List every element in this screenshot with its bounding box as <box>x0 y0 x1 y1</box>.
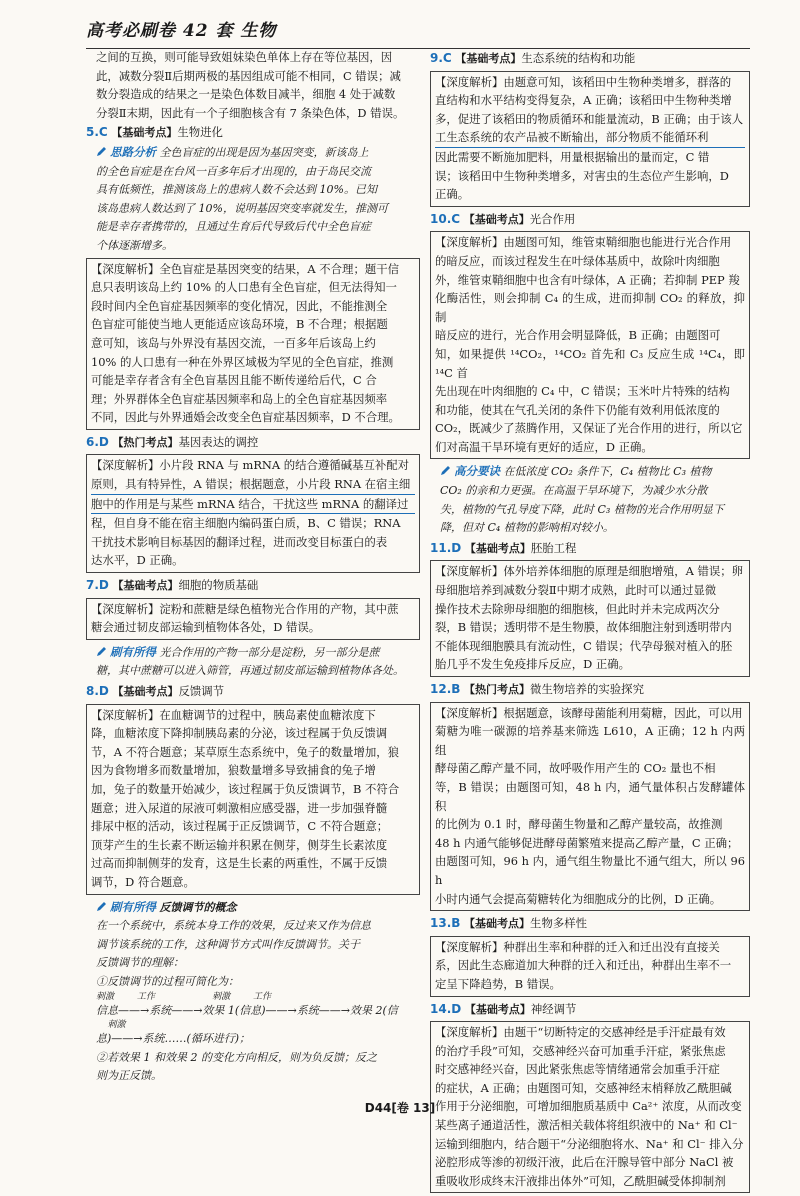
text-line: 母细胞培养到减数分裂Ⅱ中期才成熟，此时可以通过显微 <box>435 583 717 598</box>
answer-letter: D <box>98 578 109 593</box>
text-line: 节，A 不符合题意；某草原生态系统中，兔子的数量增加，狼 <box>91 744 400 759</box>
text-line: 某些离子通道活性，激活相关载体将组织液中的 Na⁺ 和 Cl⁻ <box>435 1118 738 1133</box>
question-5-header <box>86 123 420 143</box>
text-line: 的比例为 0.1 时，酵母菌生物量和乙醇产量较高，故推测 <box>435 817 723 832</box>
answer-letter: C <box>442 51 452 65</box>
text-line: 的症状，A 正确；由题图可知，交感神经末梢释放乙酰胆碱 <box>435 1080 732 1095</box>
answer-letter: C <box>451 211 461 226</box>
text-line: 在低浓度 CO₂ 条件下，C₄ 植物比 C₃ 植物 <box>503 465 712 479</box>
topic: 细胞的物质基础 <box>178 578 259 593</box>
text-line: 多，促进了该稻田的物质循环和能量流动，B 正确；由于该人 <box>435 111 744 126</box>
question-14-header <box>430 1000 750 1020</box>
tag-label: 【基础考点】 <box>112 579 179 593</box>
text-line: ②若效果 1 和效果 2 的变化方向相反，则为负反馈；反之 <box>96 1050 377 1064</box>
text-line: 不同，因此与外界通婚会改变全色盲症基因频率，D 不合理。 <box>91 410 400 425</box>
topic: 生物进化 <box>177 125 223 140</box>
text-line: 重吸收形成终末汗液排出体外”可知，乙酰胆碱受体抑制剂 <box>435 1173 726 1188</box>
question-number: 14. <box>430 1001 452 1016</box>
text-line: 加，兔子的数量开始减少，该过程属于负反馈调节，B 不符合 <box>91 781 400 796</box>
answer-letter: D <box>451 1001 462 1016</box>
text-line: 不能体现细胞膜具有流动性，C 错误；代孕母猴对植入的胚 <box>435 638 733 653</box>
text-line: 原则，具有特异性，A 错误；根据题意，小片段 RNA 在宿主细 <box>91 475 415 495</box>
text-line: 等，B 错误；由题图可知，48 h 内，通气量体积占发酵罐体积 <box>435 779 745 813</box>
text-line: 的暗反应，而该过程发生在叶绿体基质中，故除叶肉细胞 <box>435 253 720 268</box>
analysis-box <box>430 71 750 207</box>
question-11-header <box>430 539 750 559</box>
text-line: 过高而抑制侧芽的发育，这是生长素的两重性，不属于反馈 <box>91 856 388 871</box>
tag-label: 【热门考点】 <box>112 435 179 449</box>
text-line: 失，植物的气孔导度下降，此时 C₃ 植物的光合作用明显下 <box>440 502 724 516</box>
text-line: 正确。 <box>435 187 470 202</box>
text-line: 意可知，该岛与外界没有基因交流，一百多年后该岛上约 <box>91 335 376 350</box>
pen-icon <box>440 464 452 476</box>
text-line: 调节该系统的工作，这种调节方式叫作反馈调节。关于 <box>96 937 360 951</box>
tag-label: 【热门考点】 <box>464 683 531 696</box>
page-title: 高考必刷卷 42 套 生物 <box>86 21 277 41</box>
tag-label: 【基础考点】 <box>464 1002 531 1016</box>
text-line: 知，如果提供 ¹⁴CO₂，¹⁴CO₂ 首先和 C₃ 反应生成 ¹⁴C₄，即 ¹⁴C 首 <box>435 346 745 380</box>
text-line: 息只表明该岛上约 10% 的人口患有全色盲症，但无法得知一 <box>91 280 397 295</box>
text-line: 10% 的人口患有一种在外界区域极为罕见的全色盲症，推测 <box>91 354 394 369</box>
text-line: 程，但自身不能在宿主细胞内编码蛋白质，B、C 错误；RNA <box>91 516 401 531</box>
right-column <box>430 48 750 1196</box>
text-line: 在一个系统中，系统本身工作的效果，反过来又作为信息 <box>96 919 371 933</box>
gain-label-text: 刷有所得 <box>110 644 156 659</box>
flow-arrow-labels: 刺激 <box>96 1020 126 1031</box>
text-line: 误；该稻田中生物种类增多，对害虫的生态位产生影响，D <box>435 168 729 183</box>
flow-line: 信息——→系统——→效果 1(信息)——→系统——→效果 2(信 <box>96 1003 398 1017</box>
question-6-header <box>86 433 420 453</box>
tag-label: 【基础考点】 <box>464 541 531 555</box>
text-line: 菊糖为唯一碳源的培养基来筛选 L610，A 正确；12 h 内两组 <box>435 724 745 757</box>
pen-icon <box>96 645 108 657</box>
text-line: 暗反应的进行，光合作用会明显降低，B 正确；由题图可 <box>435 328 721 343</box>
text-line: 则为正反馈。 <box>96 1069 162 1083</box>
text-line: 小时内通气会提高菊糖转化为细胞成分的比例，D 正确。 <box>435 891 722 906</box>
text-line: 作用于分泌细胞，可增加细胞质基质中 Ca²⁺ 浓度，从而改变 <box>435 1099 742 1114</box>
text-line: 运输到细胞内，结合题干“分泌细胞将水、Na⁺ 和 Cl⁻ 排入分 <box>435 1136 744 1151</box>
question-10-header <box>430 210 750 230</box>
text-line: 此，减数分裂Ⅱ后期两极的基因组成可能不相同，C 错误；减 <box>96 68 401 83</box>
analysis-box <box>86 598 420 640</box>
text-line: 该岛患病人数达到了 10%，说明基因突变率就发生，推测可 <box>96 201 388 215</box>
text-line: 和功能，使其在气孔关闭的条件下仍能有效利用低浓度的 <box>435 402 720 417</box>
high-score-label <box>440 464 500 478</box>
question-number: 8. <box>86 684 99 698</box>
text-line: 因此需要不断施加肥料，用量根据输出的量而定，C 错 <box>435 149 710 164</box>
text-line: 裂，B 错误；透明带不是生物膜，故体细胞注射到透明带内 <box>435 620 732 635</box>
text-line: 【深度解析】根据题意，该酵母菌能利用菊糖，因此，可以用 <box>435 705 743 720</box>
text-line: 直结构和水平结构变得复杂，A 正确；该稻田中生物种类增 <box>435 93 732 108</box>
text-line: 【深度解析】全色盲症是基因突变的结果，A 不合理；题干信 <box>91 261 400 276</box>
hint-label <box>96 145 156 159</box>
text-line: 个体逐渐增多。 <box>96 238 173 252</box>
pen-icon <box>96 145 108 157</box>
text-line: 【深度解析】由题干“切断特定的交感神经是手汗症最有效 <box>435 1025 726 1040</box>
tag-label: 【基础考点】 <box>112 685 179 698</box>
question-number: 11. <box>430 540 452 555</box>
analysis-box <box>430 702 750 912</box>
topic: 神经调节 <box>530 1001 577 1016</box>
high-score-label-text: 高分要诀 <box>454 464 500 479</box>
gain-block <box>86 643 420 681</box>
text-line: 系，因此生态廊道加大种群的迁入和迁出，种群出生率不一 <box>435 958 732 973</box>
analysis-box <box>86 704 420 895</box>
text-line: 胎几乎不发生免疫排斥反应，D 正确。 <box>435 657 631 672</box>
answer-letter: D <box>98 434 109 449</box>
text-line: 题意；进入尿道的尿液可刺激相应感受器，进一步加强脊髓 <box>91 800 388 815</box>
question-9-header <box>430 49 750 69</box>
tag-label: 【基础考点】 <box>455 52 522 65</box>
question-8-header <box>86 682 420 702</box>
text-line: 分裂Ⅱ末期，因此有一个子细胞核含有 7 条染色体，D 错误。 <box>96 105 405 120</box>
text-line: 【深度解析】种群出生率和种群的迁入和迁出没有直接关 <box>435 939 720 954</box>
analysis-box <box>430 936 750 997</box>
answer-letter: D <box>451 540 462 555</box>
text-line: 数分裂造成的结果之一是染色体数目减半，细胞 4 处于减数 <box>96 87 396 102</box>
text-line: 段时间内全色盲症基因频率的变化情况，因此，不能推测全 <box>91 298 388 313</box>
flow-line: 息)——→系统……(循环进行)； <box>96 1032 251 1046</box>
hint-label-text: 思路分析 <box>110 144 156 159</box>
answer-letter: B <box>451 916 461 931</box>
text-line: 之间的互换，则可能导致姐妹染色单体上存在等位基因，因 <box>96 50 393 64</box>
analysis-box <box>430 560 750 677</box>
topic: 反馈调节 <box>178 684 225 698</box>
text-line: 糖，其中蔗糖可以进入筛管，再通过韧皮部运输到植物体各处。 <box>96 664 404 678</box>
text-line: 工生态系统的农产品被不断输出，部分物质不能循环利 <box>435 128 745 148</box>
text-line: 具有低频性，推测该岛上的患病人数不会达到 10%。已知 <box>96 183 377 197</box>
text-line: 能是幸存者携带的，且通过生育后代导致后代中全色盲症 <box>96 220 371 234</box>
text-line: 【深度解析】由题图可知，维管束鞘细胞也能进行光合作用 <box>435 235 732 250</box>
text-line: 化酶活性，则会抑制 C₄ 的生成，进而抑制 CO₂ 的释放，抑制 <box>435 291 745 324</box>
question-number: 6. <box>86 434 99 449</box>
text-line: 光合作用的产物一部分是淀粉，另一部分是蔗 <box>159 645 380 659</box>
gain-block <box>86 898 420 1086</box>
text-line: 操作技术去除卵母细胞的细胞核，但此时并未完成两次分 <box>435 601 720 616</box>
tag-label: 【基础考点】 <box>463 212 530 226</box>
text-line: 【深度解析】体外培养体细胞的原理是细胞增殖，A 错误；卵 <box>435 564 744 579</box>
text-line: 的治疗手段”可知，交感神经兴奋可加重手汗症，紧张焦虑 <box>435 1043 726 1058</box>
tag-label: 【基础考点】 <box>464 917 531 931</box>
text-line: 顶芽产生的生长素不断运输并积累在侧芽，侧芽生长素浓度 <box>91 837 388 852</box>
answer-letter: D <box>98 684 109 698</box>
text-line: 干扰技术影响目标基因的翻译过程，进而改变目标蛋白的表 <box>91 534 388 549</box>
gain-label <box>96 645 156 659</box>
hint-block <box>86 143 420 256</box>
gain-title: 反馈调节的概念 <box>159 900 237 914</box>
text-line: 反馈调节的理解： <box>96 956 184 970</box>
text-line: 调节，D 符合题意。 <box>91 874 195 889</box>
analysis-box <box>86 258 420 430</box>
gain-label <box>96 900 156 914</box>
text-line: 胞中的作用是与某些 mRNA 结合，干扰这些 mRNA 的翻译过 <box>91 495 415 515</box>
text-line: 色盲症可能使当地人更能适应该岛环境，B 不合理；根据题 <box>91 317 388 332</box>
topic: 光合作用 <box>529 211 576 226</box>
topic: 微生物培养的实验探究 <box>530 682 644 696</box>
text-line: 外，维管束鞘细胞中也含有叶绿体，A 正确；若抑制 PEP 羧 <box>435 272 740 287</box>
question-13-header <box>430 914 750 934</box>
text-line: 酵母菌乙醇产量不同，故呼吸作用产生的 CO₂ 量也不相 <box>435 761 716 776</box>
question-number: 5. <box>86 125 99 140</box>
text-line: 全色盲症的出现是因为基因突变，新该岛上 <box>159 145 369 159</box>
text-line: CO₂，既减少了蒸腾作用，又保证了光合作用的进行，所以它 <box>435 421 743 436</box>
flow-arrow-labels: 刺激 工作 刺激 工作 <box>96 991 271 1002</box>
answer-letter: C <box>98 125 108 140</box>
question-number: 12. <box>430 682 452 696</box>
analysis-box <box>86 454 420 573</box>
text-line: 理；外界群体全色盲症基因频率和岛上的全色盲症基因频率 <box>91 391 388 406</box>
text-line: 达水平，D 正确。 <box>91 553 184 568</box>
text-line: 降，但对 C₄ 植物的影响相对较小。 <box>440 521 614 535</box>
text-line: 糖会通过韧皮部运输到植物体各处，D 错误。 <box>91 620 321 635</box>
text-line: CO₂ 的亲和力更强。在高温干旱环境下，为减少水分散 <box>440 484 708 498</box>
text-line: 时交感神经兴奋，因此紧张焦虑等情绪通常会加重手汗症 <box>435 1062 720 1077</box>
answer-letter: B <box>451 682 461 696</box>
analysis-box <box>430 231 750 459</box>
text-line: 先出现在叶肉细胞的 C₄ 中，C 错误；玉米叶片特殊的结构 <box>435 384 730 399</box>
text-line: 定呈下降趋势，B 错误。 <box>435 976 561 991</box>
text-line: 【深度解析】由题意可知，该稻田中生物种类增多，群落的 <box>435 74 732 89</box>
text-line: 【深度解析】小片段 RNA 与 mRNA 的结合遵循碱基互补配对 <box>91 458 410 473</box>
text-line: 降，血糖浓度下降抑制胰岛素的分泌，该过程属于负反馈调 <box>91 726 388 741</box>
question-12-header <box>430 680 750 700</box>
topic: 基因表达的调控 <box>178 434 259 449</box>
question-number: 7. <box>86 578 99 593</box>
text-line: 泌腔形成等渗的初级汗液，此后在汗腺导管中部分 NaCl 被 <box>435 1155 734 1170</box>
left-column <box>86 48 420 1086</box>
text-line: ①反馈调节的过程可简化为： <box>96 974 239 988</box>
text-line: 因为食物增多而数量增加，狼数量增多导致捕食的兔子增 <box>91 763 376 778</box>
text-line: 的全色盲症是在台风一百多年后才出现的，由于岛民交流 <box>96 164 371 178</box>
text-line: 【深度解析】在血糖调节的过程中，胰岛素使血糖浓度下 <box>91 707 376 722</box>
topic: 生物多样性 <box>530 916 588 931</box>
gain-label-text: 刷有所得 <box>110 899 156 914</box>
text-line: 排尿中枢的活动，该过程属于正反馈调节，C 不符合题意； <box>91 819 389 834</box>
text-line: 们对高温干旱环境有更好的适应，D 正确。 <box>435 439 653 454</box>
topic: 胚胎工程 <box>530 540 577 555</box>
intro-block <box>86 48 420 122</box>
question-number: 10. <box>430 211 452 226</box>
page-number: D44[卷 13] <box>364 1101 436 1115</box>
text-line: 48 h 内通气能够促进酵母菌繁殖来提高乙醇产量，C 正确； <box>435 835 739 850</box>
text-line: 由题图可知，96 h 内，通气组生物量比不通气组大，所以 96 h <box>435 854 745 887</box>
text-line: 【深度解析】淀粉和蔗糖是绿色植物光合作用的产物，其中蔗 <box>91 601 399 616</box>
high-score-block <box>430 462 750 537</box>
text-line: 可能是幸存者含有全色盲基因且能不断传递给后代，C 合 <box>91 373 377 388</box>
question-7-header <box>86 576 420 596</box>
question-number: 13. <box>430 916 452 931</box>
question-number: 9. <box>430 51 443 65</box>
topic: 生态系统的结构和功能 <box>521 51 636 65</box>
tag-label: 【基础考点】 <box>111 126 178 140</box>
pen-icon <box>96 900 108 912</box>
